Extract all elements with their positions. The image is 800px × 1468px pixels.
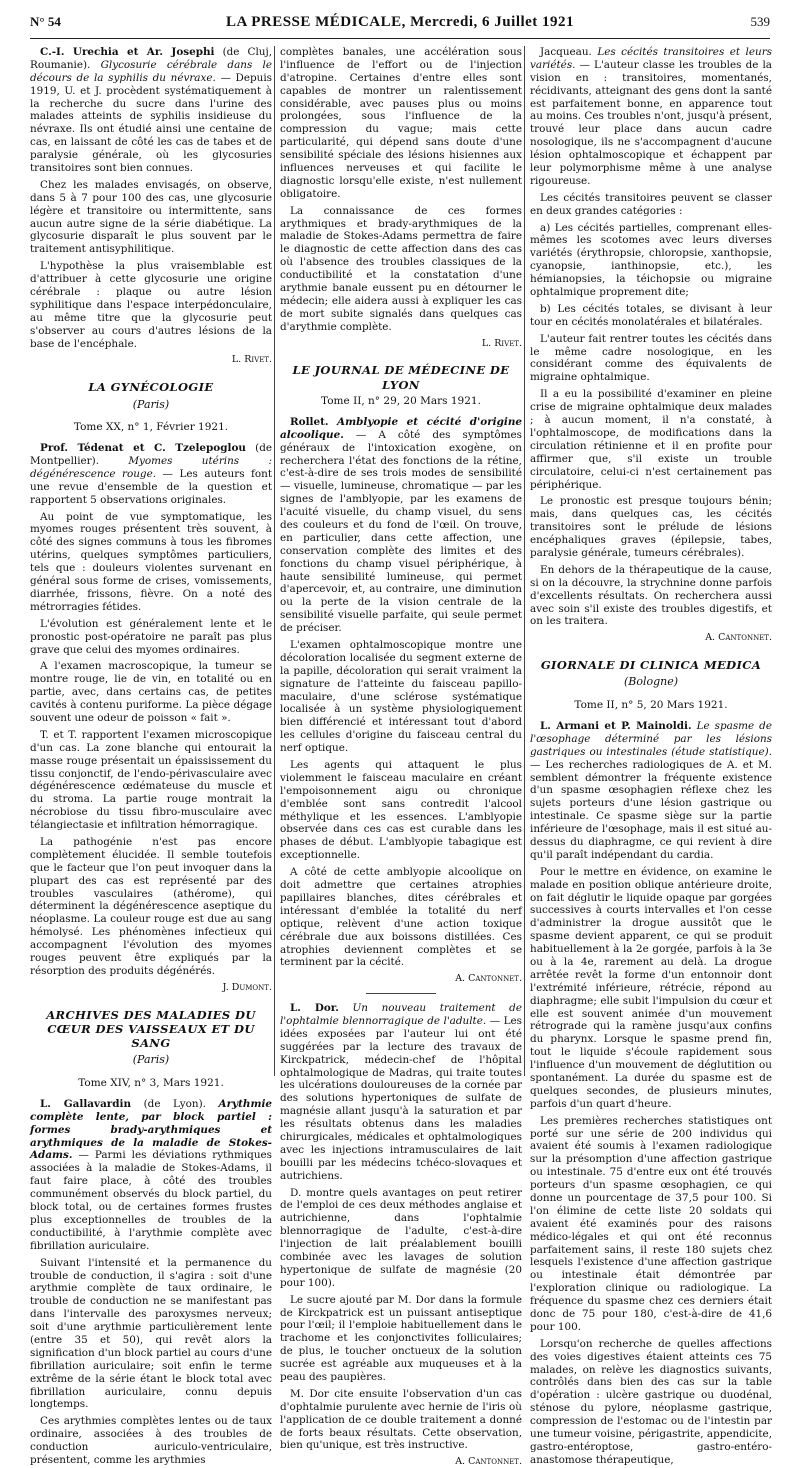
paragraph: L'examen ophtalmoscopique montre une décoloration localisée du segment externe de la papille, décoloration qui serait vraiment la signature de l'atteinte du faisceau papillo-maculaire, d'une sclérose systématique localisée à un système physiologiquement bien différencié et intéressant tout d'abord les cellules d'origine du faisceau central du nerf optique. <box>280 639 522 755</box>
signature: L. Rivet. <box>231 354 272 366</box>
article-dor <box>280 1002 522 1182</box>
page-header <box>30 14 770 39</box>
article-authors: Prof. Tédenat et C. Tzelepoglou <box>40 442 246 455</box>
journal-issue: Tome II, n° 5, 20 Mars 1921. <box>574 698 728 711</box>
column-1 <box>30 46 273 1466</box>
article-urechia <box>30 46 272 175</box>
paragraph: Le sucre ajouté par M. Dor dans la formule de Kirckpatrick est un puissant antiseptique pour l'œil; il l'emploie habituellement dans le trachome et les conjonctivites folliculaires; de plus, le toucher onctueux de la solution sucrée est agréable aux muqueuses et à la peau des paupières. <box>280 1293 522 1383</box>
column-divider <box>524 46 525 1076</box>
article-authors: Jacqueau. <box>540 46 592 58</box>
signature: J. Dumont. <box>222 981 272 993</box>
paragraph: Les agents qui attaquent le plus violemment le faisceau maculaire en créant l'empoisonnement aigu ou chronique d'emblée sont sans contredit l'alcool méthylique et les essences. L'amblyopie observée dans ces cas est curable dans les phases de début. L'amblyopie tabagique est exceptionnelle. <box>280 759 522 862</box>
journal-city: (Paris) <box>132 1053 170 1067</box>
article-armani <box>530 720 772 862</box>
article-text: — Les idées exposées par l'auteur lui ont été suggérées par la lecture des travaux de Kirckpatrick, médecin-chef de l'hôpital ophtalmologique de Madras, qui traite toutes les ulcérations douloureuses de la cornée par des solutions hypertoniques de sulfate de magnésie allant jusqu'à la saturation et par les résultats obtenus dans les maladies chirurgicales, médicales et ophtalmologiques avec les injections intramusculaires de lait bouilli par les médecins tchéco-slovaques et autrichiens. <box>280 1014 522 1182</box>
article-affiliation: (de Cluj, Roumanie). <box>30 46 272 71</box>
paragraph: Le pronostic est presque toujours bénin; mais, dans quelques cas, les cécités transitoires sont le prélude de lésions encéphaliques graves (épilepsie, tabes, paralysie générale, tumeurs cérébrales). <box>530 495 772 559</box>
signature: L. Rivet. <box>481 337 522 349</box>
column-3 <box>530 46 772 1466</box>
article-authors: C.-I. Urechia et Ar. Josephi <box>40 46 215 58</box>
article-text: — A côté des symptômes généraux de l'intoxication exogène, on recherchera l'état des fonctions de la rétine, c'est-à-dire de ses trois modes de sensibilité — visuelle, lumineuse, chromatique — par les signes de l'amblyopie, par les examens de l'acuité visuelle, du champ visuel, du sens des couleurs et du fond de l'œil. On trouve, en particulier, dans cette affection, une conservation complète des limites et des fonctions du champ visuel périphérique, à haute sensibilité lumineuse, qui permet d'apercevoir, et, au contraire, une diminution ou la perte de la vision centrale de la sensibilité visuelle parfaite, qui seule permet de préciser. <box>280 428 522 635</box>
paragraph: T. et T. rapportent l'examen microscopique d'un cas. La zone blanche qui entourait la masse rouge présentait un épaississement du tissu conjonctif, de l'endo-périvasculaire avec dégénérescence œdémateuse du muscle et du stroma. La partie rouge montrait la nécrobiose du tissu fibro-musculaire avec télangiectasie et infiltration hémorragique. <box>30 728 272 832</box>
column-2 <box>280 46 522 1468</box>
paragraph: L'évolution est généralement lente et le pronostic post-opératoire ne paraît pas plus grave que celui des myomes ordinaires. <box>30 617 272 656</box>
article-title: Les cécités transitoires et leurs variétés. <box>530 46 772 71</box>
article-title: Un nouveau traitement de l'ophtalmie blennorragique de l'adulte. <box>280 1002 522 1027</box>
article-text: — L'auteur classe les troubles de la vision en : transitoires, momentanés, récidivants, atteignant des gens dont la santé est parfaitement bonne, en apparence tout au moins. Ces troubles n'ont, jusqu'à présent, trouvé leur place dans aucun cadre nosologique, ils ne s'accompagnent d'aucune lésion ophtalmoscopique et échappent par leur polymorphisme même à une analyse rigoureuse. <box>530 58 772 187</box>
article-affiliation: (de Montpellier). <box>30 442 272 468</box>
journal-city: (Bologne) <box>623 675 679 689</box>
journal-section-title: LE JOURNAL DE MÉDECINE DE LYON <box>292 363 510 392</box>
article-title: Arythmie complète lente, par block partiel : formes brady-arythmiques et arythmiques de la maladie de Stokes-Adams. <box>30 1097 272 1162</box>
paragraph: Pour le mettre en évidence, on examine le malade en position oblique antérieure droite, on fait déglutir le liquide opaque par gorgées successives à courts intervalles et l'on cesse d'administrer la drogue aussitôt que le spasme devient apparent, ce qui se produit habituellement à la 2e gorgée, parfois à la 3e ou à la 4e, rarement au delà. La drogue arrêtée revêt la forme d'un entonnoir dont l'extrémité inférieure, rétrécie, répond au diaphragme; elle subit l'impulsion du cœur et elle est souvent animée d'un mouvement rétrograde qui la ramène jusqu'aux confins du pharynx. Lorsque le spasme prend fin, tout le liquide s'écoule rapidement sous l'influence d'un mouvement de déglutition ou spontanément. La durée du spasme est de quelques secondes, de plusieurs minutes, parfois d'un quart d'heure. <box>530 865 772 1110</box>
article-text: — Parmi les déviations rythmiques associées à la maladie de Stokes-Adams, il faut faire place, à côté des troubles communément observés du block partiel, du block total, ou de certaines formes frustes plus exceptionnelles de troubles de la conductibilité, à l'arythmie complète avec fibrillation auriculaire. <box>30 1149 272 1252</box>
paragraph: A côté de cette amblyopie alcoolique on doit admettre que certaines atrophies papillaires blanches, dites cérébrales et intéressant d'emblée la totalité du nerf optique, relèvent d'une action toxique cérébrale due aux boissons distillées. Ces atrophies deviennent complètes et se terminent par la cécité. <box>280 866 522 969</box>
paragraph: L'auteur fait rentrer toutes les cécités dans le même cadre nosologique, en les considérant comme des équivalents de migraine ophtalmique. <box>530 332 772 384</box>
separator-rule <box>366 993 436 994</box>
article-authors: L. Dor. <box>290 1002 339 1015</box>
signature: A. Cantonnet. <box>455 1456 522 1468</box>
article-text: — Les auteurs font une revue d'ensemble de la question et rapportent 5 observations originales. <box>30 467 273 506</box>
paragraph: En dehors de la thérapeutique de la cause, si on la découvre, la strychnine donne parfois d'excellents résultats. On recherchera aussi avec soin s'il existe des troubles digestifs, et on les traitera. <box>530 563 772 628</box>
paragraph: A l'examen macroscopique, la tumeur se montre rouge, lie de vin, en totalité ou en partie, avec, dans certains cas, de petites cavités à contenu puriforme. La pièce dégage souvent une odeur de poisson « fait ». <box>30 660 272 724</box>
journal-issue: Tome XX, n° 1, Février 1921. <box>73 421 229 434</box>
issue-number: N° 54 <box>30 14 61 29</box>
article-affiliation: (de Lyon). <box>131 1097 219 1110</box>
journal-issue: Tome XIV, n° 3, Mars 1921. <box>78 1076 224 1089</box>
paragraph: b) Les cécités totales, se divisant à leur tour en cécités monolatérales et bilatérales. <box>530 302 772 328</box>
paragraph: Chez les malades envisagés, on observe, dans 5 à 7 pour 100 des cas, une glycosurie légère et transitoire ou intermittente, sans aucun autre signe de la série diabétique. La glycosurie disparaît le plus souvent par le traitement antisyphilitique. <box>30 178 272 256</box>
article-title: Le spasme de l'œsophage déterminé par les lésions gastriques ou intestinales (étude statistique). <box>530 719 772 758</box>
signature: A. Cantonnet. <box>455 973 522 985</box>
article-title: Amblyopie et cécité d'origine alcoolique. <box>280 415 522 441</box>
article-text: — Depuis 1919, U. et J. procèdent systématiquement à la recherche du sucre dans l'urine des malades atteints de syphilis insidieuse du névraxe. Ils ont étudié ainsi une centaine de cas, en laissant de côté les cas de tabes et de paralysie générale, où les glycosuries transitoires sont bien connues. <box>30 71 272 175</box>
paragraph: Au point de vue symptomatique, les myomes rouges présentent très souvent, à côté des signes communs à tous les fibromes utérins, quelques symptômes particuliers, tels que : douleurs violentes survenant en général sous forme de crises, vomissements, diarrhée, frissons, fièvre. On a noté des métrorragies fétides. <box>30 510 272 613</box>
paragraph: Il a eu la possibilité d'examiner en pleine crise de migraine ophtalmique deux malades ; à aucun moment, il n'a constaté, à l'ophtalmoscope, de modifications dans la circulation rétinienne et il en profite pour affirmer que, s'il existe un trouble circulatoire, celui-ci n'est certainement pas périphérique. <box>530 388 772 491</box>
journal-section-title: ARCHIVES DES MALADIES DU CŒUR DES VAISSEAUX ET DU SANG <box>46 1007 256 1051</box>
journal-title: LA PRESSE MÉDICALE, Mercredi, 6 Juillet 1921 <box>225 14 575 30</box>
signature: A. Cantonnet. <box>705 632 772 644</box>
article-jacqueau <box>530 46 772 188</box>
paragraph: Ces arythmies complètes lentes ou de taux ordinaire, associées à des troubles de conduction auriculo-ventriculaire, présentent, comme les arythmies <box>30 1415 272 1466</box>
article-title: Myomes utérins : dégénérescence rouge. <box>30 455 272 480</box>
article-tedenat <box>30 442 272 506</box>
paragraph: L'hypothèse la plus vraisemblable est d'attribuer à cette glycosurie une origine cérébrale : plaque ou autre lésion syphilitique dans l'espace interpédonculaire, au même titre que la glycosurie peut s'observer au cours d'autres lésions de la base de l'encéphale. <box>30 260 272 350</box>
paragraph: Lorsqu'on recherche de quelles affections des voies digestives étaient atteints ces 75 malades, on relève les diagnostics suivants, contrôlés dans bien des cas sur la table d'opération : ulcère gastrique ou duodénal, sténose du pylore, néoplasme gastrique, compression de l'estomac ou de l'intestin par une tumeur voisine, périgastrite, appendicite, gastro-entéroptose, gastro-entéro-anastomose thérapeutique, <box>530 1337 772 1466</box>
article-title: Glycosurie cérébrale dans le décours de la syphilis du névraxe. <box>30 58 272 84</box>
paragraph: Les cécités transitoires peuvent se classer en deux grandes catégories : <box>530 191 772 217</box>
paragraph: La pathogénie n'est pas encore complètement élucidée. Il semble toutefois que le facteur que l'on peut invoquer dans la plupart des cas est représenté par des troubles vasculaires (athérome), qui déterminent la dégénérescence aseptique du néoplasme. La couleur rouge est due au sang hémolysé. Les phénomènes infectieux qui accompagnent l'évolution des myomes rouges peuvent être expliqués par la résorption des produits dégénérés. <box>30 835 272 977</box>
paragraph: a) Les cécités partielles, comprenant elles-mêmes les scotomes avec leurs diverses variétés (érythropsie, chloropsie, xanthopsie, cyanopsie, ianthinopsie, etc.), les hémianopsies, la téichopsie ou migraine ophtalmique proprement dite; <box>530 221 772 299</box>
paragraph: D. montre quels avantages on peut retirer de l'emploi de ces deux méthodes anglaise et autrichienne, dans l'ophtalmie blennorragique de l'adulte, c'est-à-dire l'injection de lait préalablement bouilli combinée avec les lavages de solution hypertonique de sulfate de magnésie (20 pour 100). <box>280 1186 522 1289</box>
journal-issue: Tome II, n° 29, 20 Mars 1921. <box>321 394 481 407</box>
paragraph: La connaissance de ces formes arythmiques et brady-arythmiques de la maladie de Stokes-Adams permettra de faire le diagnostic de cette affection dans des cas où l'absence des troubles classiques de la conductibilité et la constatation d'une arythmie banale eussent pu en détourner le médecin; elle aidera aussi à expliquer les cas de mort subite signalés dans quelques cas d'arythmie complète. <box>280 204 522 333</box>
paragraph: complètes banales, une accélération sous l'influence de l'effort ou de l'injection d'atropine. Certaines d'entre elles sont capables de montrer un ralentissement considérable, avec pauses plus ou moins prolongées, sous l'influence de la compression du vague; mais cette particularité, qui dépend sans doute d'une sensibilité spéciale des lésions hisiennes aux influences nerveuses et qui facilite le diagnostic lorsqu'elle existe, n'est nullement obligatoire. <box>280 46 522 200</box>
article-gallavardin <box>30 1098 272 1253</box>
article-authors: L. Armani et P. Mainoldi. <box>540 719 692 732</box>
journal-section-title: GIORNALE DI CLINICA MEDICA <box>540 658 762 673</box>
article-authors: Rollet. <box>290 415 329 428</box>
article-authors: L. Gallavardin <box>40 1097 132 1110</box>
paragraph: Les premières recherches statistiques ont porté sur une série de 200 individus qui avaient été soumis à l'examen radiologique sur la présomption d'une affection gastrique ou intestinale. 75 d'entre eux ont été trouvés porteurs d'un spasme œsophagien, ce qui donne un pourcentage de 37,5 pour 100. Si l'on élimine de cette liste 20 soldats qui avaient été examinés pour des raisons médico-légales et qui ont été reconnus parfaitement sains, il reste 180 sujets chez lesquels l'existence d'une affection gastrique ou intestinale était démontrée par l'exploration clinique ou radiologique. La fréquence du spasme chez ces derniers était donc de 75 pour 180, c'est-à-dire de 41,6 pour 100. <box>530 1114 772 1333</box>
article-rollet <box>280 416 522 635</box>
article-text: — Les recherches radiologiques de A. et M. semblent démontrer la fréquente existence d'un spasme œsophagien réflexe chez les sujets porteurs d'une lésion gastrique ou intestinale. Ce spasme siège sur la partie inférieure de l'œsophage, mais il est situé au-dessus du diaphragme, ce qui revient à dire qu'il paraît indépendant du cardia. <box>530 758 772 861</box>
page-number: 539 <box>750 14 770 29</box>
column-divider <box>274 46 275 1076</box>
paragraph: M. Dor cite ensuite l'observation d'un cas d'ophtalmie purulente avec hernie de l'iris où l'application de ce double traitement a donné de forts beaux résultats. Cette observation, bien qu'unique, est très instructive. <box>280 1387 522 1452</box>
journal-city: (Paris) <box>132 397 170 411</box>
paragraph: Suivant l'intensité et la permanence du trouble de conduction, il s'agira : soit d'une arythmie complète de taux ordinaire, le trouble de conduction ne se manifestant pas dans l'intervalle des paroxysmes nerveux; soit d'une arythmie particulièrement lente (entre 35 et 50), qui revêt alors la signification d'un block partiel au cours d'une fibrillation auriculaire; soit enfin le terme extrême de la série étant le block total avec fibrillation auriculaire, connu depuis longtemps. <box>30 1256 272 1411</box>
journal-section-title: LA GYNÉCOLOGIE <box>88 380 214 395</box>
